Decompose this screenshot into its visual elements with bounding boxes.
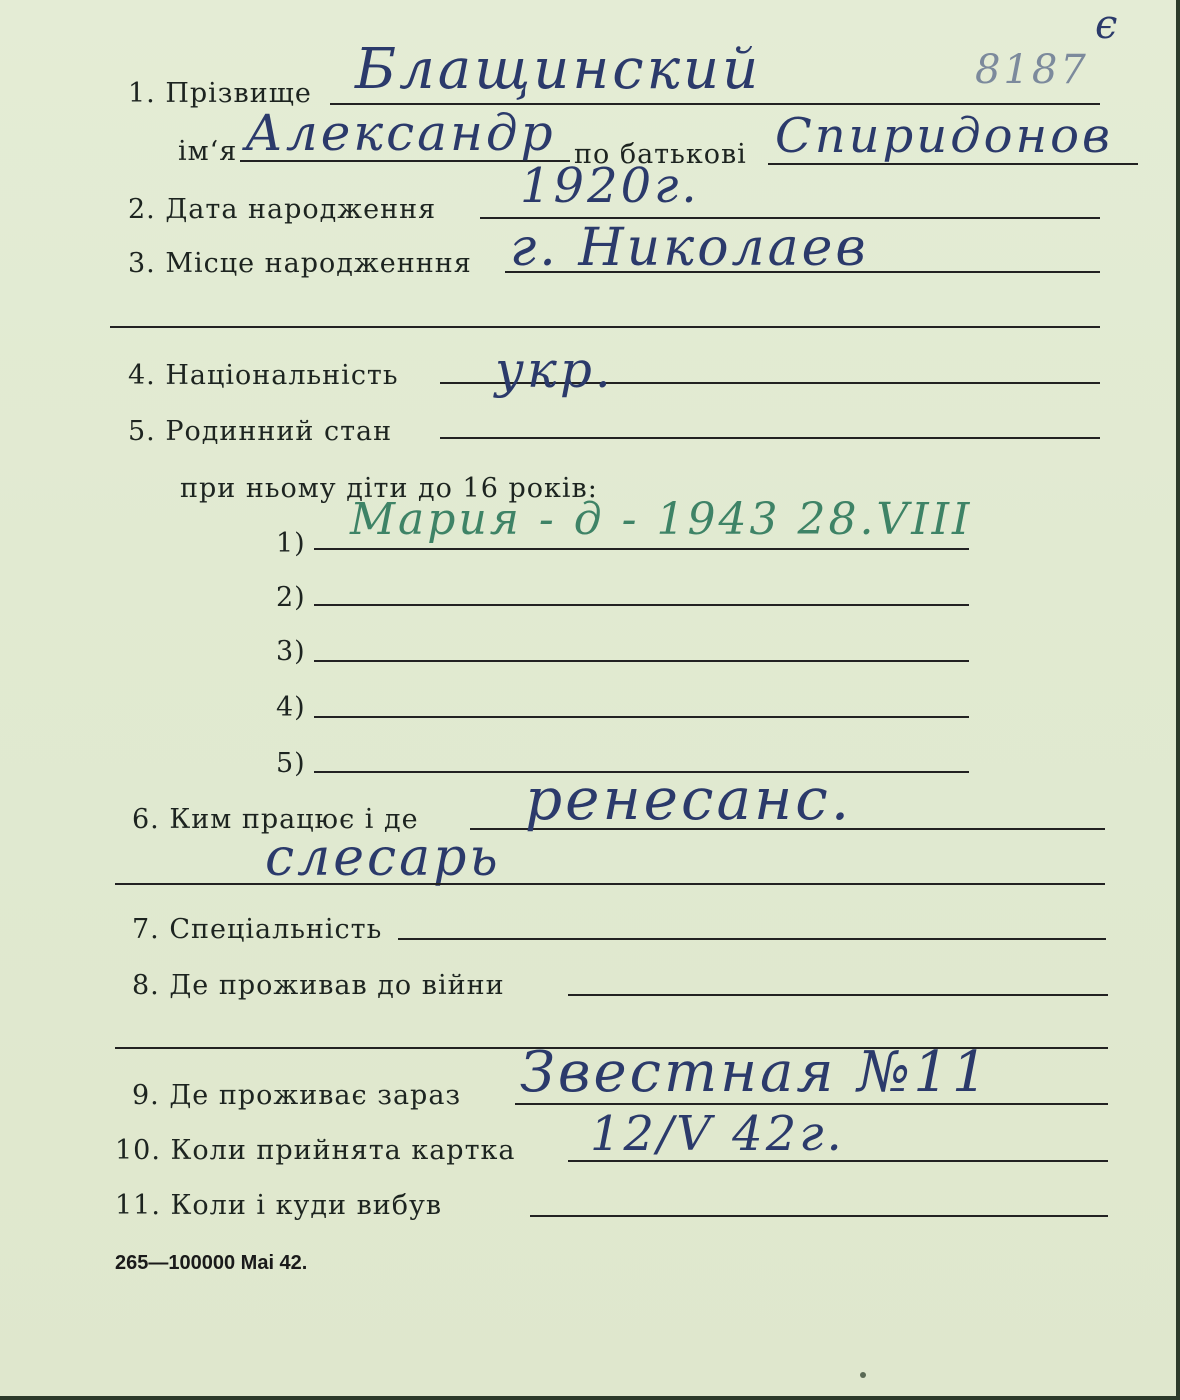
card-date-label: 10. Коли прийнята картка [115, 1135, 516, 1166]
card-date-handwriting: 12/V 42г. [590, 1106, 845, 1162]
birth-date-label: 2. Дата народження [128, 194, 437, 225]
departure-label: 11. Коли і куди вибув [115, 1190, 443, 1221]
print-run-footer: 265—100000 Mai 42. [115, 1252, 308, 1274]
child-4-line [314, 716, 969, 718]
birthplace-extra-line [110, 326, 1100, 328]
workplace-extra-line [115, 883, 1105, 885]
card-number-handwriting: 8187 [975, 47, 1089, 93]
nationality-label: 4. Національність [128, 360, 399, 391]
child-4-label: 4) [276, 692, 306, 723]
children-label: при ньому діти до 16 років: [180, 473, 598, 504]
prewar-address-label: 8. Де проживав до війни [132, 970, 505, 1001]
specialty-label: 7. Спеціальність [132, 914, 383, 945]
family-status-label: 5. Родинний стан [128, 416, 393, 447]
current-address-label: 9. Де проживає зараз [132, 1080, 462, 1111]
child-1-handwriting: Мария - д - 1943 28.VIII [350, 494, 973, 545]
surname-handwriting: Блащинский [355, 37, 762, 102]
workplace-handwriting: ренесанс. [525, 765, 853, 833]
birth-date-handwriting: 1920г. [520, 158, 700, 214]
child-1-line [314, 548, 969, 550]
patronymic-handwriting: Спиридонов [775, 108, 1113, 164]
occupation-handwriting: слесарь [265, 828, 501, 888]
prewar-address-line [568, 994, 1108, 996]
surname-label: 1. Прізвище [128, 78, 312, 109]
child-3-line [314, 660, 969, 662]
birthplace-handwriting: г. Николаев [510, 218, 869, 278]
child-5-label: 5) [276, 748, 306, 779]
child-2-line [314, 604, 969, 606]
first-name-label: ім‘я [178, 136, 238, 167]
child-3-label: 3) [276, 636, 306, 667]
current-address-handwriting: Звестная №11 [520, 1040, 991, 1105]
child-2-label: 2) [276, 582, 306, 613]
workplace-label: 6. Ким працює і де [132, 804, 419, 835]
patronymic-label: по батькові [574, 139, 747, 170]
corner-mark-handwriting: є [1095, 2, 1121, 48]
child-1-label: 1) [276, 528, 306, 559]
departure-line [530, 1215, 1108, 1217]
paper-spot [860, 1372, 866, 1378]
nationality-handwriting: укр. [495, 341, 614, 399]
family-status-line [440, 437, 1100, 439]
birthplace-label: 3. Місце народженння [128, 248, 472, 279]
first-name-handwriting: Александр [245, 104, 556, 162]
specialty-line [398, 938, 1106, 940]
